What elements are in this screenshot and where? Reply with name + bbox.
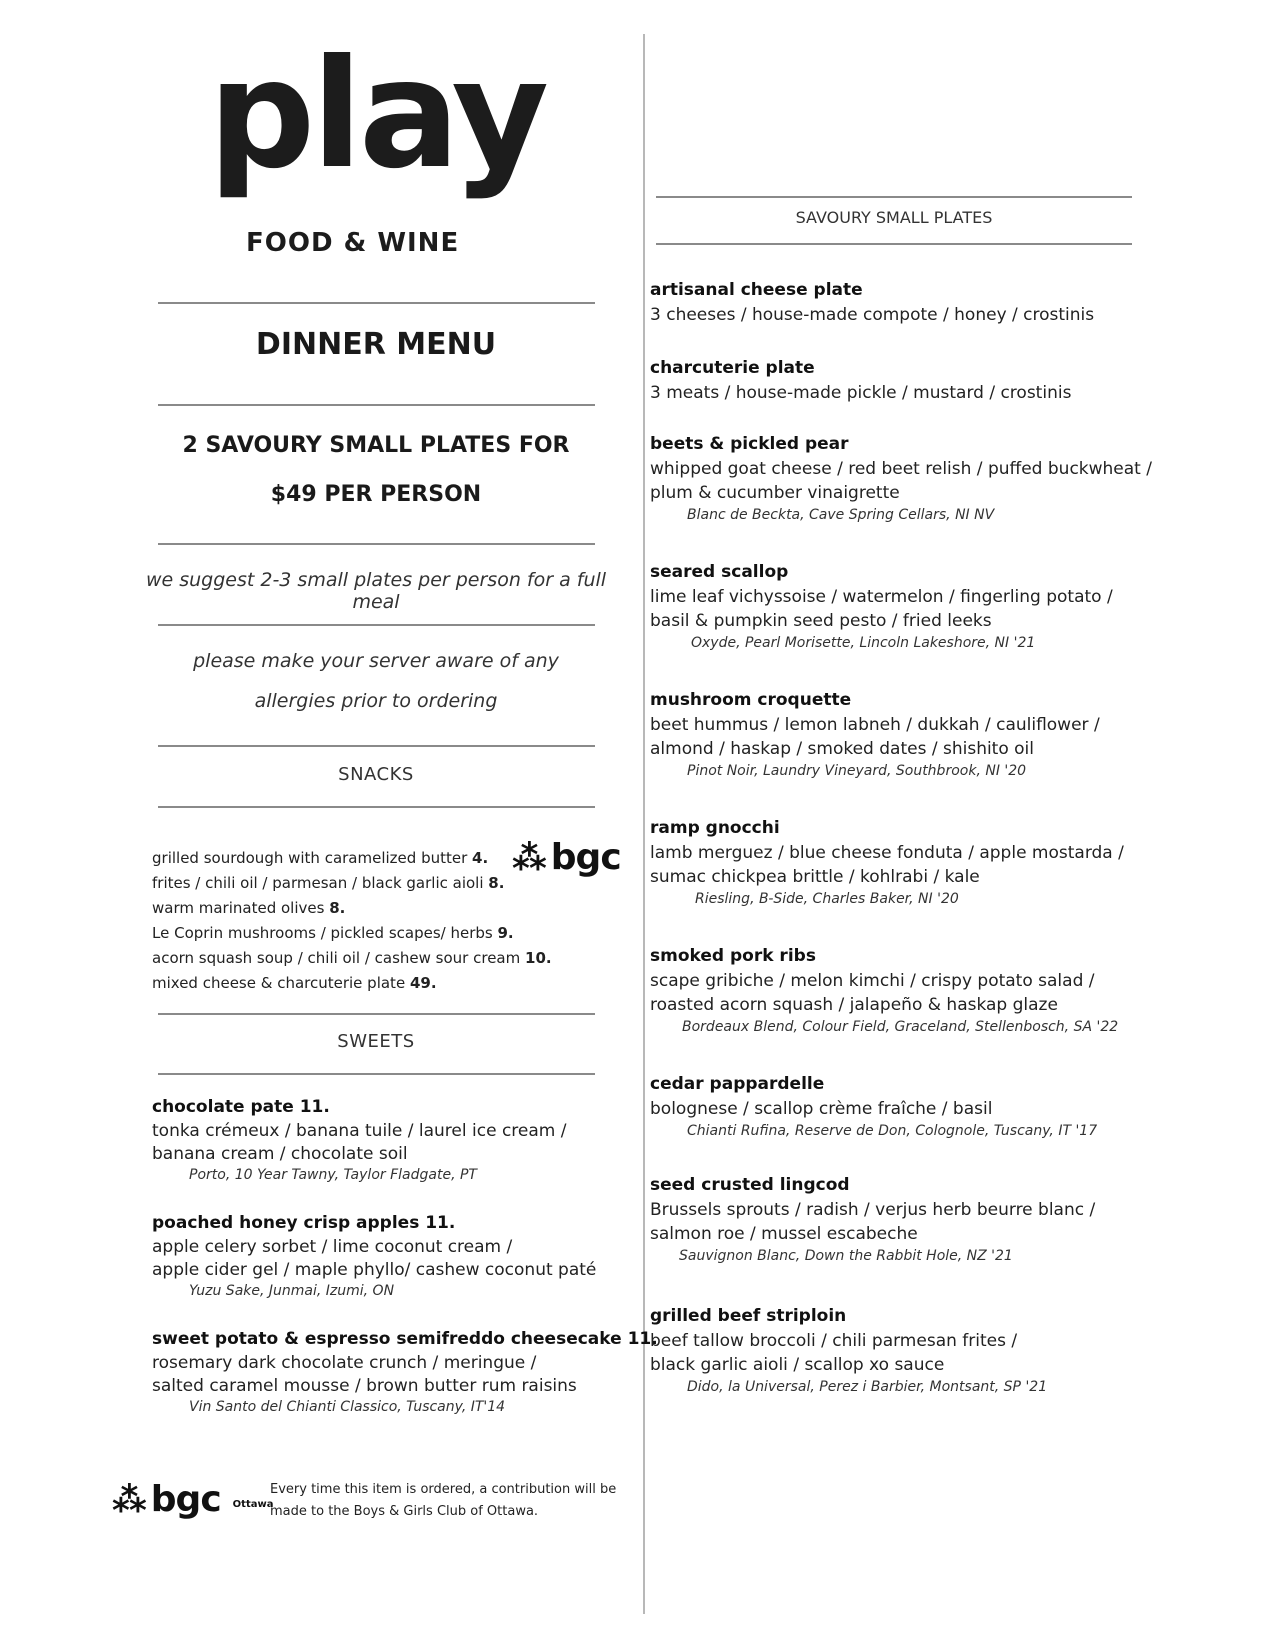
dish-desc-line-2: roasted acorn squash / jalapeño & haskap glaze xyxy=(650,995,1058,1015)
wine-pairing: Porto, 10 Year Tawny, Taylor Fladgate, PT xyxy=(189,1167,477,1183)
dish-item xyxy=(650,690,1100,779)
dish-item xyxy=(650,1175,1095,1264)
bgc-ottawa-logo xyxy=(112,1479,274,1520)
bgc-word: bgc xyxy=(150,1479,221,1520)
dish-desc-line-1: lime leaf vichyssoise / watermelon / fingerling potato / xyxy=(650,587,1113,607)
dish-name: beets & pickled pear xyxy=(650,434,849,454)
wine-pairing: Vin Santo del Chianti Classico, Tuscany, IT'14 xyxy=(189,1399,506,1415)
bgc-word: bgc xyxy=(550,837,621,878)
sweet-item xyxy=(152,1097,566,1183)
footer-line-2: made to the Boys & Girls Club of Ottawa. xyxy=(270,1504,539,1519)
dish-desc-line-2: plum & cucumber vinaigrette xyxy=(650,483,900,503)
dish-name: artisanal cheese plate xyxy=(650,280,863,300)
logo-play: play xyxy=(208,28,546,202)
snack-item: frites / chili oil / parmesan / black garlic aioli 8. xyxy=(152,874,505,892)
sweet-desc-line-2: apple cider gel / maple phyllo/ cashew coconut paté xyxy=(152,1260,597,1280)
sweet-item xyxy=(152,1213,596,1299)
bgc-mark-icon: ⁂ xyxy=(112,1480,147,1520)
wine-pairing: Bordeaux Blend, Colour Field, Graceland, Stellenbosch, SA '22 xyxy=(682,1019,1119,1035)
snack-item: acorn squash soup / chili oil / cashew sour cream 10. xyxy=(152,949,552,967)
logo-subtitle: FOOD & WINE xyxy=(246,228,460,258)
dish-item xyxy=(650,818,1124,907)
dish-desc-line-1: Brussels sprouts / radish / verjus herb beurre blanc / xyxy=(650,1200,1096,1220)
dish-item xyxy=(650,562,1113,651)
bgc-mark-icon: ⁂ xyxy=(512,838,547,878)
sweet-name: chocolate pate 11. xyxy=(152,1097,330,1117)
sweet-desc-line-1: apple celery sorbet / lime coconut cream / xyxy=(152,1237,513,1257)
divider xyxy=(158,745,595,747)
divider xyxy=(158,1073,595,1075)
wine-pairing: Riesling, B-Side, Charles Baker, NI '20 xyxy=(695,891,959,907)
dish-name: seed crusted lingcod xyxy=(650,1175,850,1195)
divider xyxy=(158,543,595,545)
divider xyxy=(158,806,595,808)
dish-name: grilled beef striploin xyxy=(650,1306,847,1326)
bgc-city: Ottawa xyxy=(232,1498,274,1510)
snack-item: Le Coprin mushrooms / pickled scapes/ herbs 9. xyxy=(152,924,514,942)
dish-item xyxy=(650,280,1094,325)
menu-title: DINNER MENU xyxy=(255,327,497,362)
wine-pairing: Oxyde, Pearl Morisette, Lincoln Lakeshore, NI '21 xyxy=(691,635,1036,651)
footer-note xyxy=(270,1479,616,1523)
divider xyxy=(158,302,595,304)
bgc-logo xyxy=(512,837,621,878)
sweet-name: poached honey crisp apples 11. xyxy=(152,1213,456,1233)
divider xyxy=(158,624,595,626)
dish-name: charcuterie plate xyxy=(650,358,815,378)
dish-name: ramp gnocchi xyxy=(650,818,780,838)
sweet-desc-line-2: banana cream / chocolate soil xyxy=(152,1144,408,1164)
wine-pairing: Yuzu Sake, Junmai, Izumi, ON xyxy=(189,1283,395,1299)
footer-line-1: Every time this item is ordered, a contribution will be xyxy=(270,1482,617,1497)
allergy-line-2: allergies prior to ordering xyxy=(254,690,498,712)
sweet-desc-line-1: tonka crémeux / banana tuile / laurel ice cream / xyxy=(152,1121,567,1141)
divider xyxy=(158,1013,595,1015)
sweet-desc-line-2: salted caramel mousse / brown butter rum raisins xyxy=(152,1376,577,1396)
savoury-heading: SAVOURY SMALL PLATES xyxy=(795,208,993,227)
dish-name: seared scallop xyxy=(650,562,789,582)
sweet-name: sweet potato & espresso semifreddo cheesecake 11. xyxy=(152,1329,658,1349)
wine-pairing: Dido, la Universal, Perez i Barbier, Montsant, SP '21 xyxy=(687,1379,1048,1395)
allergy-line-1: please make your server aware of any xyxy=(193,650,559,672)
promo-line-2: $49 PER PERSON xyxy=(270,482,482,507)
snack-item: grilled sourdough with caramelized butter 4. xyxy=(152,849,489,867)
dish-desc-line-2: almond / haskap / smoked dates / shishito oil xyxy=(650,739,1035,759)
dish-desc-line-2: black garlic aioli / scallop xo sauce xyxy=(650,1355,945,1375)
dish-name: mushroom croquette xyxy=(650,690,852,710)
snack-item: mixed cheese & charcuterie plate 49. xyxy=(152,974,437,992)
wine-pairing: Blanc de Beckta, Cave Spring Cellars, NI NV xyxy=(687,507,995,523)
dish-desc-line-2: salmon roe / mussel escabeche xyxy=(650,1224,918,1244)
snack-item: warm marinated olives 8. xyxy=(152,899,346,917)
sweet-desc-line-1: rosemary dark chocolate crunch / meringue / xyxy=(152,1353,537,1373)
dish-name: smoked pork ribs xyxy=(650,946,816,966)
dish-item xyxy=(650,946,1118,1035)
dish-desc-line-1: whipped goat cheese / red beet relish / puffed buckwheat / xyxy=(650,459,1152,479)
dish-desc-line-2: sumac chickpea brittle / kohlrabi / kale xyxy=(650,867,980,887)
dish-desc-line-1: 3 meats / house-made pickle / mustard / crostinis xyxy=(650,383,1072,403)
wine-pairing: Chianti Rufina, Reserve de Don, Colognole, Tuscany, IT '17 xyxy=(687,1123,1098,1139)
divider xyxy=(656,196,1132,198)
dish-name: cedar pappardelle xyxy=(650,1074,825,1094)
divider xyxy=(158,404,595,406)
dish-desc-line-1: beet hummus / lemon labneh / dukkah / cauliflower / xyxy=(650,715,1100,735)
dish-item xyxy=(650,1306,1047,1395)
dish-item xyxy=(650,358,1071,403)
promo-line-1: 2 SAVOURY SMALL PLATES FOR xyxy=(182,433,570,458)
dish-desc-line-1: lamb merguez / blue cheese fonduta / apple mostarda / xyxy=(650,843,1124,863)
dish-item xyxy=(650,434,1152,523)
divider xyxy=(656,243,1132,245)
dish-item xyxy=(650,1074,1097,1139)
sweets-heading: SWEETS xyxy=(337,1031,415,1052)
snacks-heading: SNACKS xyxy=(338,764,414,785)
wine-pairing: Pinot Noir, Laundry Vineyard, Southbrook, NI '20 xyxy=(687,763,1027,779)
suggestion-text: we suggest 2-3 small plates per person for a full meal xyxy=(145,569,607,613)
dish-desc-line-1: 3 cheeses / house-made compote / honey / crostinis xyxy=(650,305,1095,325)
dish-desc-line-1: scape gribiche / melon kimchi / crispy potato salad / xyxy=(650,971,1095,991)
dish-desc-line-2: basil & pumpkin seed pesto / fried leeks xyxy=(650,611,992,631)
dish-desc-line-1: beef tallow broccoli / chili parmesan frites / xyxy=(650,1331,1018,1351)
wine-pairing: Sauvignon Blanc, Down the Rabbit Hole, NZ '21 xyxy=(679,1248,1013,1264)
sweet-item xyxy=(152,1329,658,1415)
dish-desc-line-1: bolognese / scallop crème fraîche / basil xyxy=(650,1099,993,1119)
